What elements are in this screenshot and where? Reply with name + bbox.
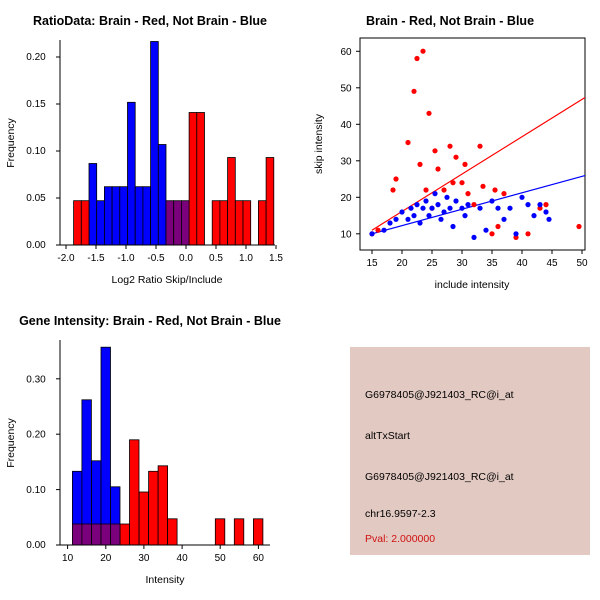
y-tick-labels-intensity [26, 374, 46, 551]
svg-text:20: 20 [396, 258, 408, 269]
y-axis-label-scatter: skip intensity [313, 113, 325, 175]
svg-text:0.15: 0.15 [26, 99, 46, 110]
svg-text:40: 40 [516, 258, 528, 269]
ratio-histogram-svg [0, 0, 300, 300]
info-line-probeset: G6978405@J921403_RC@i_at [365, 389, 514, 401]
intensity-histogram-svg [0, 300, 300, 600]
info-line-locus: chr16.9597-2.3 [365, 508, 436, 520]
overlap-bars [166, 201, 189, 245]
svg-text:60: 60 [340, 46, 352, 58]
svg-text:40: 40 [176, 553, 188, 564]
svg-text:25: 25 [426, 258, 438, 269]
svg-text:1.0: 1.0 [239, 253, 253, 264]
x-axis-label-intensity: Intensity [145, 574, 185, 586]
svg-text:0.00: 0.00 [26, 240, 46, 251]
svg-text:20: 20 [340, 192, 352, 204]
svg-text:45: 45 [546, 258, 558, 269]
svg-text:10: 10 [62, 553, 74, 564]
svg-text:1.5: 1.5 [269, 253, 283, 264]
svg-text:-1.0: -1.0 [117, 253, 135, 264]
svg-text:-1.5: -1.5 [87, 253, 105, 264]
svg-text:50: 50 [340, 83, 352, 95]
svg-text:-2.0: -2.0 [57, 253, 75, 264]
x-axis-label-scatter: include intensity [434, 279, 510, 291]
svg-text:30: 30 [340, 156, 352, 168]
svg-text:15: 15 [366, 258, 378, 269]
y-tick-labels-scatter [340, 47, 352, 241]
blue-bars [89, 42, 166, 246]
svg-text:20: 20 [100, 553, 112, 564]
svg-text:30: 30 [138, 553, 150, 564]
svg-text:0.20: 0.20 [26, 429, 46, 441]
info-line-event-type: altTxStart [365, 430, 410, 442]
panel-scatter [300, 0, 600, 300]
red-bars-intensity [120, 440, 263, 545]
svg-text:50: 50 [576, 258, 588, 269]
x-tick-labels-intensity [62, 553, 264, 564]
svg-text:0.0: 0.0 [179, 253, 193, 264]
scatter-svg [300, 0, 600, 300]
x-tick-labels-ratio [57, 253, 283, 264]
panel-ratio-histogram [0, 0, 300, 300]
svg-text:50: 50 [214, 553, 226, 564]
y-tick-labels-ratio [26, 52, 46, 251]
panel-intensity-histogram [0, 300, 300, 600]
svg-text:40: 40 [340, 119, 352, 131]
svg-text:0.5: 0.5 [209, 253, 223, 264]
svg-text:0.20: 0.20 [26, 52, 46, 63]
info-line-probeset-2: G6978405@J921403_RC@i_at [365, 471, 514, 483]
svg-text:0.00: 0.00 [26, 540, 46, 551]
y-axis-label-intensity: Frequency [5, 418, 17, 468]
svg-text:-0.5: -0.5 [147, 253, 165, 264]
svg-text:10: 10 [340, 229, 352, 241]
chart-title-ratio: RatioData: Brain - Red, Not Brain - Blue [32, 14, 268, 28]
info-line-pval: Pval: 2.000000 [365, 533, 436, 545]
svg-text:0.30: 0.30 [26, 374, 46, 386]
svg-text:0.10: 0.10 [26, 146, 46, 157]
info-panel [350, 347, 590, 555]
overlap-bars-intensity [72, 524, 120, 545]
svg-text:0.05: 0.05 [26, 193, 46, 204]
y-axis-label-ratio: Frequency [5, 118, 17, 168]
svg-text:60: 60 [252, 553, 264, 564]
chart-title-intensity: Gene Intensity: Brain - Red, Not Brain - Blue [19, 314, 281, 328]
svg-text:35: 35 [486, 258, 498, 269]
svg-text:0.10: 0.10 [26, 485, 46, 496]
x-tick-labels-scatter [366, 258, 588, 269]
svg-text:30: 30 [456, 258, 468, 269]
chart-title-scatter: Brain - Red, Not Brain - Blue [365, 14, 535, 28]
blue-bars-intensity [72, 347, 120, 545]
x-axis-label-ratio: Log2 Ratio Skip/Include [111, 274, 223, 286]
